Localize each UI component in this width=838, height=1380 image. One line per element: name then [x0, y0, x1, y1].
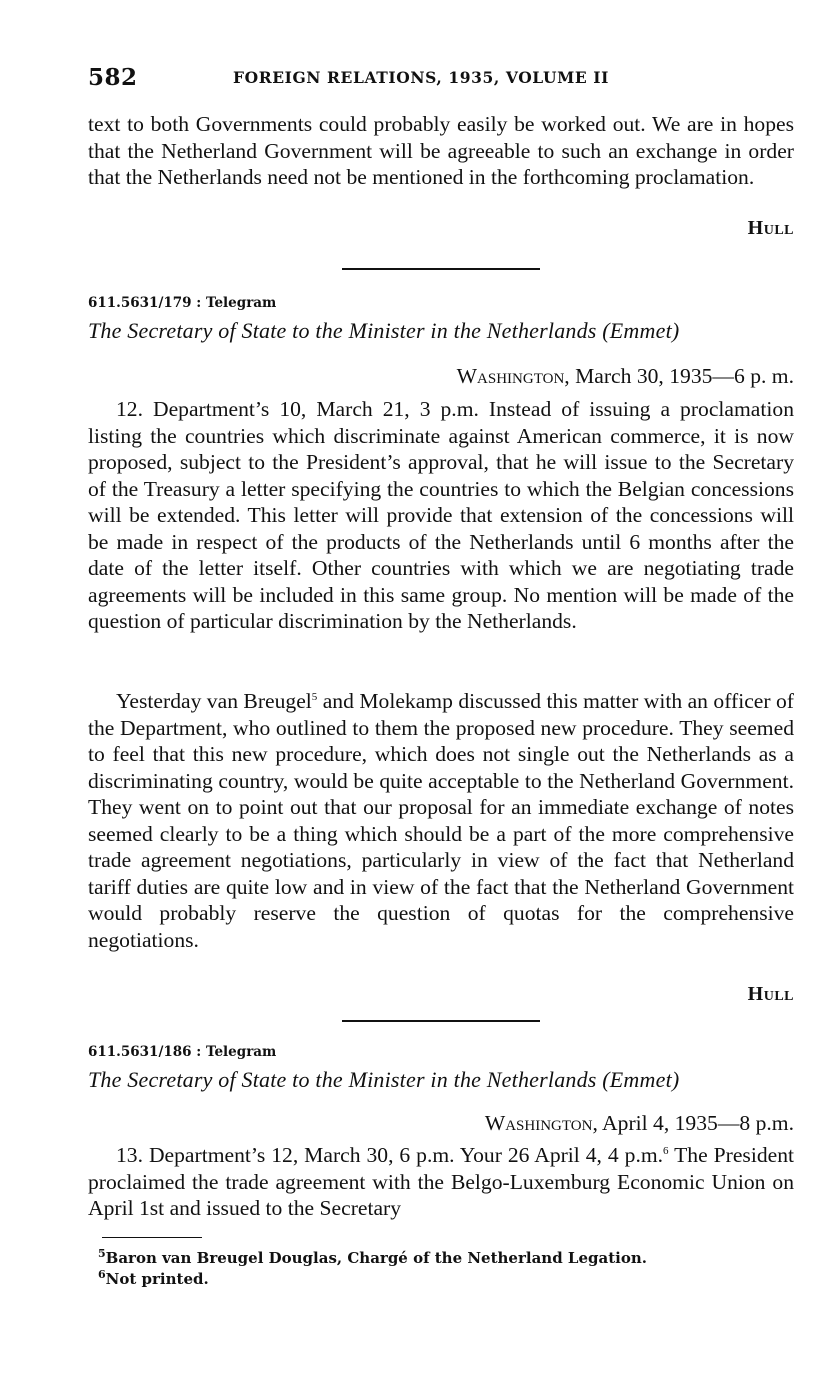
- footnote-6-text: Not printed.: [105, 1270, 209, 1288]
- footnote-6: [98, 1270, 209, 1288]
- paragraph-3-rest: The President proclaimed the trade agreement with the Belgo-Luxemburg Economic Union on April 1st and issued to the Secretary: [88, 1143, 794, 1220]
- footnote-divider: [102, 1237, 202, 1238]
- dateline-1: [457, 364, 794, 389]
- footnote-mark-6: 6: [98, 1268, 106, 1281]
- footnote-mark-5: 5: [98, 1247, 106, 1260]
- footnote-ref-5: 5: [311, 690, 318, 703]
- telegram-paragraph-3: [88, 1142, 794, 1222]
- telegram-paragraph-1: 12. Department’s 10, March 21, 3 p.m. Instead of issuing a proclamation listing the countries which discriminate against American commerce, it is now proposed, subject to the President’s approval, that he will issue to the Secretary of the Treasury a letter specifying the countries to which the Belgian concessions will be extended. This letter will provide that extension of the concessions will be made in respect of the products of the Netherlands until 6 months after the date of the letter itself. Other countries with which we are negotiating trade agreements will be included in this same group. No mention will be made of the question of particular discrimination by the Netherlands.: [88, 397, 794, 633]
- signature-hull-2: Hull: [747, 983, 794, 1005]
- paragraph-2-start: Yesterday van Breugel: [116, 689, 312, 713]
- paragraph-3-start: 13. Department’s 12, March 30, 6 p.m. Your 26 April 4, 4 p.m.: [116, 1143, 664, 1167]
- dateline-date-1: , March 30, 1935—6 p. m.: [564, 364, 794, 388]
- dateline-2: [485, 1111, 794, 1136]
- signature-hull-1: Hull: [747, 217, 794, 239]
- section-divider-1: [342, 268, 540, 270]
- continuation-paragraph: text to both Governments could probably easily be worked out. We are in hopes that the Netherland Government will be agreeable to such an exchange in order that the Netherlands need not be mentioned in the forthcoming proclamation.: [88, 112, 794, 189]
- document-heading-2: The Secretary of State to the Minister in the Netherlands (Emmet): [88, 1067, 680, 1092]
- running-head-title: FOREIGN RELATIONS, 1935, VOLUME II: [233, 68, 609, 87]
- section-divider-2: [342, 1020, 540, 1022]
- paragraph-2-rest: and Molekamp discussed this matter with an officer of the Department, who outlined to them the proposed new procedure. They seemed to feel that this new procedure, which does not single out the Netherlands as a discriminating country, would be quite acceptable to the Netherland Government. They went on to point out that our proposal for an immediate exchange of notes seemed clearly to be a thing which should be a part of the more comprehensive trade agreement negotiations, particularly in view of the fact that Netherland tariff duties are quite low and in view of the fact that the Netherland Government would probably reserve the question of quotas for the comprehensive negotiations.: [88, 689, 794, 952]
- file-reference-1: 611.5631/179 : Telegram: [88, 295, 277, 311]
- document-heading-1: The Secretary of State to the Minister in the Netherlands (Emmet): [88, 318, 680, 343]
- running-head: [88, 64, 794, 94]
- footnote-5: [98, 1249, 647, 1267]
- file-reference-2: 611.5631/186 : Telegram: [88, 1044, 277, 1060]
- footnote-5-text: Baron van Breugel Douglas, Chargé of the Netherland Legation.: [105, 1249, 647, 1267]
- dateline-place-1: Washington: [456, 364, 565, 388]
- dateline-date-2: , April 4, 1935—8 p.m.: [592, 1111, 794, 1135]
- dateline-place-2: Washington: [484, 1111, 593, 1135]
- footnote-ref-6: 6: [663, 1144, 669, 1157]
- telegram-paragraph-2: [88, 688, 794, 953]
- page-number: 582: [88, 64, 138, 91]
